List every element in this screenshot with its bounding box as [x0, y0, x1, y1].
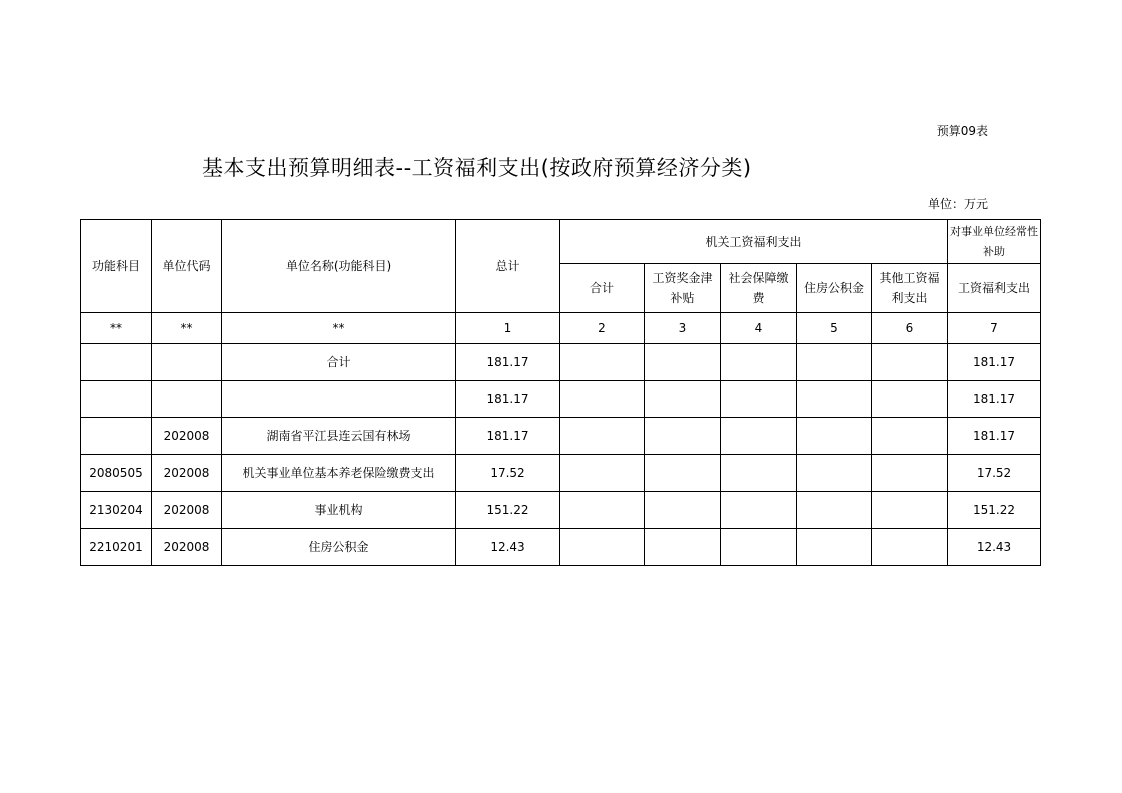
cell-other [872, 381, 948, 418]
index-cell: 5 [797, 313, 872, 344]
cell-total: 181.17 [456, 344, 560, 381]
cell-unit-name: 湖南省平江县连云国有林场 [222, 418, 456, 455]
unit-label: 单位：万元 [927, 197, 988, 211]
index-row [81, 313, 1041, 344]
cell-wage-welfare: 181.17 [948, 344, 1041, 381]
cell-social-security [721, 492, 797, 529]
form-number: 预算09表 [936, 124, 988, 138]
cell-wage-welfare: 181.17 [948, 381, 1041, 418]
index-cell: 7 [948, 313, 1041, 344]
cell-wage-welfare: 151.22 [948, 492, 1041, 529]
index-cell: 4 [721, 313, 797, 344]
cell-social-security [721, 418, 797, 455]
cell-sub-total [560, 529, 645, 566]
cell-unit-name: 住房公积金 [222, 529, 456, 566]
table-row [81, 455, 1041, 492]
cell-total: 181.17 [456, 418, 560, 455]
cell-func-subject: 2130204 [81, 492, 152, 529]
cell-sub-total [560, 381, 645, 418]
cell-other [872, 492, 948, 529]
cell-unit-name: 机关事业单位基本养老保险缴费支出 [222, 455, 456, 492]
cell-total: 17.52 [456, 455, 560, 492]
budget-table [80, 219, 1041, 566]
cell-housing-fund [797, 381, 872, 418]
header-wage-welfare: 工资福利支出 [948, 264, 1041, 313]
cell-unit-code: 202008 [152, 529, 222, 566]
cell-func-subject [81, 418, 152, 455]
header-subsidy-group: 对事业单位经常性补助 [948, 220, 1041, 264]
cell-housing-fund [797, 344, 872, 381]
header-other: 其他工资福利支出 [872, 264, 948, 313]
cell-wages [645, 344, 721, 381]
table-row [81, 381, 1041, 418]
cell-unit-code [152, 381, 222, 418]
page-title: 基本支出预算明细表--工资福利支出(按政府预算经济分类) [202, 156, 752, 180]
cell-other [872, 418, 948, 455]
cell-sub-total [560, 492, 645, 529]
cell-wages [645, 418, 721, 455]
table-row [81, 529, 1041, 566]
header-unit-code: 单位代码 [152, 220, 222, 313]
cell-func-subject [81, 381, 152, 418]
cell-unit-code: 202008 [152, 418, 222, 455]
cell-func-subject: 2210201 [81, 529, 152, 566]
cell-total: 151.22 [456, 492, 560, 529]
table-row [81, 492, 1041, 529]
cell-housing-fund [797, 418, 872, 455]
cell-wage-welfare: 17.52 [948, 455, 1041, 492]
cell-social-security [721, 455, 797, 492]
cell-sub-total [560, 418, 645, 455]
cell-unit-name [222, 381, 456, 418]
table-row [81, 418, 1041, 455]
cell-unit-name: 事业机构 [222, 492, 456, 529]
header-housing-fund: 住房公积金 [797, 264, 872, 313]
cell-sub-total [560, 344, 645, 381]
cell-wages [645, 529, 721, 566]
index-cell: 2 [560, 313, 645, 344]
table-row [81, 344, 1041, 381]
cell-wages [645, 455, 721, 492]
cell-wage-welfare: 12.43 [948, 529, 1041, 566]
index-cell: ** [81, 313, 152, 344]
header-sub-total: 合计 [560, 264, 645, 313]
cell-housing-fund [797, 529, 872, 566]
cell-unit-code: 202008 [152, 492, 222, 529]
cell-social-security [721, 529, 797, 566]
header-total: 总计 [456, 220, 560, 313]
cell-func-subject: 2080505 [81, 455, 152, 492]
header-org-group: 机关工资福利支出 [560, 220, 948, 264]
cell-wage-welfare: 181.17 [948, 418, 1041, 455]
cell-wages [645, 381, 721, 418]
cell-total: 181.17 [456, 381, 560, 418]
cell-total: 12.43 [456, 529, 560, 566]
header-unit-name: 单位名称(功能科目) [222, 220, 456, 313]
cell-other [872, 529, 948, 566]
cell-func-subject [81, 344, 152, 381]
cell-sub-total [560, 455, 645, 492]
index-cell: 1 [456, 313, 560, 344]
cell-housing-fund [797, 455, 872, 492]
header-func-subject: 功能科目 [81, 220, 152, 313]
index-cell: ** [152, 313, 222, 344]
cell-social-security [721, 344, 797, 381]
index-cell: 6 [872, 313, 948, 344]
cell-unit-code [152, 344, 222, 381]
cell-social-security [721, 381, 797, 418]
header-wages: 工资奖金津补贴 [645, 264, 721, 313]
cell-other [872, 344, 948, 381]
cell-unit-name: 合计 [222, 344, 456, 381]
header-social-security: 社会保障缴费 [721, 264, 797, 313]
cell-unit-code: 202008 [152, 455, 222, 492]
cell-other [872, 455, 948, 492]
cell-wages [645, 492, 721, 529]
cell-housing-fund [797, 492, 872, 529]
index-cell: 3 [645, 313, 721, 344]
index-cell: ** [222, 313, 456, 344]
